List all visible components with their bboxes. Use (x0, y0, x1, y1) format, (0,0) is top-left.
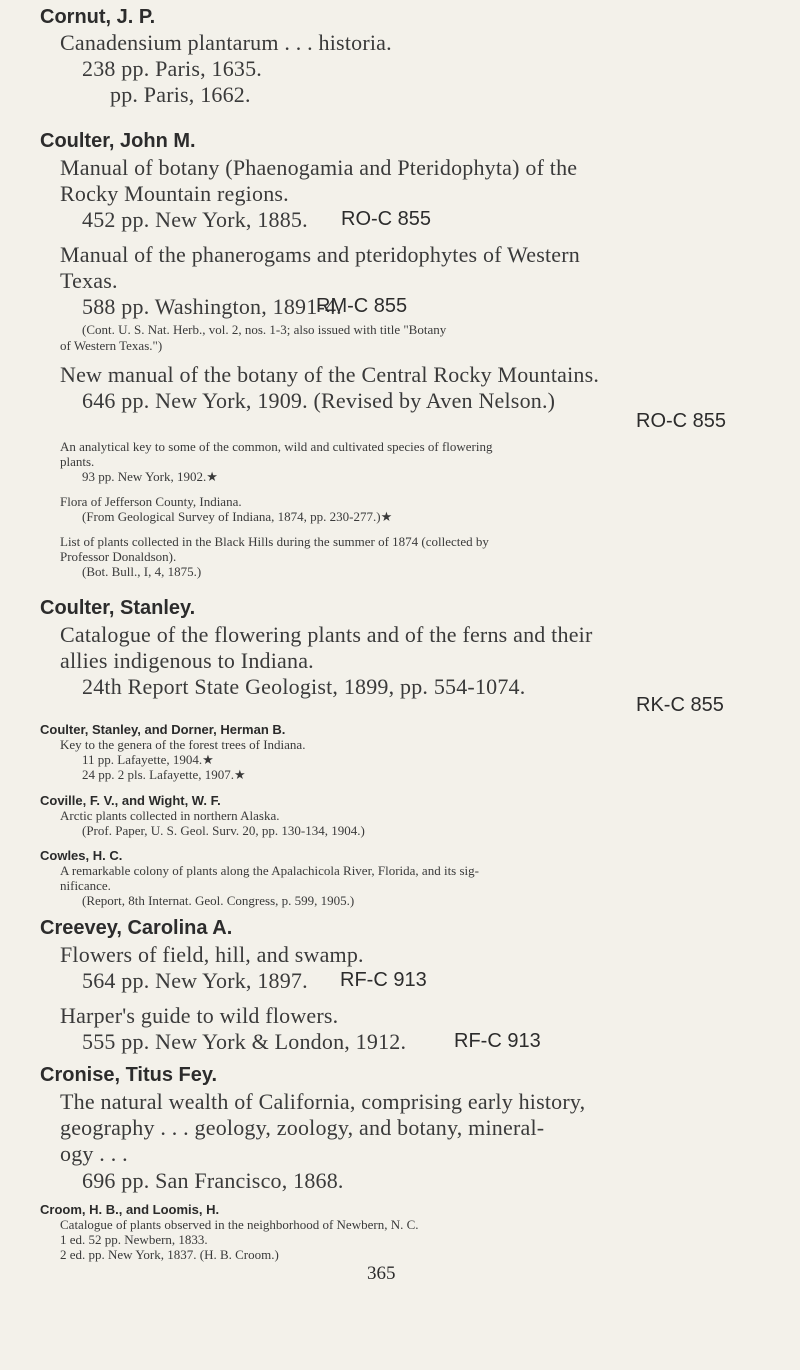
publication-line: 452 pp. New York, 1885. (82, 207, 308, 232)
work-title: Rocky Mountain regions. (60, 181, 289, 206)
citation-note: of Western Texas.") (60, 338, 163, 353)
publication-line: 93 pp. New York, 1902.★ (82, 469, 218, 484)
publication-line: 696 pp. San Francisco, 1868. (82, 1168, 344, 1193)
call-number: RF-C 913 (454, 1030, 541, 1052)
call-number: RM-C 855 (316, 295, 408, 317)
publication-line: 24th Report State Geologist, 1899, pp. 554-1074. (82, 674, 526, 699)
author-heading: Creevey, Carolina A. (40, 917, 233, 939)
citation-note: (Bot. Bull., I, 4, 1875.) (82, 564, 202, 579)
author-heading: Cronise, Titus Fey. (40, 1064, 218, 1086)
publication-line: pp. Paris, 1662. (110, 82, 251, 107)
author-heading: Coulter, John M. (40, 130, 196, 152)
call-number: RO-C 855 (341, 208, 432, 230)
call-number: RK-C 855 (636, 694, 724, 716)
author-heading: Croom, H. B., and Loomis, H. (40, 1202, 220, 1217)
work-title: Texas. (60, 268, 118, 293)
author-heading: Cornut, J. P. (40, 6, 156, 28)
page-number: 365 (367, 1263, 396, 1284)
publication-line: 646 pp. New York, 1909. (Revised by Aven Nelson.) (82, 388, 556, 413)
publication-line: 11 pp. Lafayette, 1904.★ (82, 752, 214, 767)
call-number: RF-C 913 (340, 969, 427, 991)
work-title: Arctic plants collected in northern Alaska. (60, 808, 280, 823)
work-title: allies indigenous to Indiana. (60, 648, 314, 673)
work-title: Key to the genera of the forest trees of Indiana. (60, 737, 306, 752)
publication-line: 1 ed. 52 pp. Newbern, 1833. (60, 1232, 208, 1247)
work-title: New manual of the botany of the Central Rocky Mountains. (60, 362, 600, 387)
work-title: geography . . . geology, zoology, and botany, mineral- (60, 1115, 545, 1140)
citation-note: (From Geological Survey of Indiana, 1874, pp. 230-277.)★ (82, 509, 393, 524)
author-heading: Coulter, Stanley, and Dorner, Herman B. (40, 722, 286, 737)
author-heading: Coville, F. V., and Wight, W. F. (40, 793, 221, 808)
work-title: Flora of Jefferson County, Indiana. (60, 494, 242, 509)
work-title: Harper's guide to wild flowers. (60, 1003, 339, 1028)
publication-line: 588 pp. Washington, 1891-4. (82, 294, 342, 319)
work-title: Flowers of field, hill, and swamp. (60, 942, 364, 967)
work-title: nificance. (60, 878, 111, 893)
publication-line: 564 pp. New York, 1897. (82, 968, 308, 993)
work-title: Canadensium plantarum . . . historia. (60, 30, 392, 55)
work-title: A remarkable colony of plants along the Apalachicola River, Florida, and its sig- (60, 863, 479, 878)
work-title: Catalogue of the flowering plants and of the ferns and their (60, 622, 593, 647)
publication-line: 555 pp. New York & London, 1912. (82, 1029, 407, 1054)
author-heading: Coulter, Stanley. (40, 597, 196, 619)
call-number: RO-C 855 (636, 410, 727, 432)
work-title: Catalogue of plants observed in the neighborhood of Newbern, N. C. (60, 1217, 419, 1232)
work-title: Professor Donaldson). (60, 549, 177, 564)
work-title: List of plants collected in the Black Hills during the summer of 1874 (collected by (60, 534, 489, 549)
citation-note: (Cont. U. S. Nat. Herb., vol. 2, nos. 1-3; also issued with title "Botany (82, 322, 447, 337)
work-title: An analytical key to some of the common, wild and cultivated species of flowering (60, 439, 493, 454)
work-title: ogy . . . (60, 1141, 128, 1166)
citation-note: (Report, 8th Internat. Geol. Congress, p. 599, 1905.) (82, 893, 355, 908)
author-heading: Cowles, H. C. (40, 848, 123, 863)
work-title: plants. (60, 454, 95, 469)
work-title: Manual of the phanerogams and pteridophytes of Western (60, 242, 580, 267)
work-title: The natural wealth of California, comprising early history, (60, 1089, 586, 1114)
publication-line: 238 pp. Paris, 1635. (82, 56, 262, 81)
publication-line: 2 ed. pp. New York, 1837. (H. B. Croom.) (60, 1247, 279, 1262)
publication-line: 24 pp. 2 pls. Lafayette, 1907.★ (82, 767, 246, 782)
work-title: Manual of botany (Phaenogamia and Pteridophyta) of the (60, 155, 578, 180)
citation-note: (Prof. Paper, U. S. Geol. Surv. 20, pp. 130-134, 1904.) (82, 823, 365, 838)
